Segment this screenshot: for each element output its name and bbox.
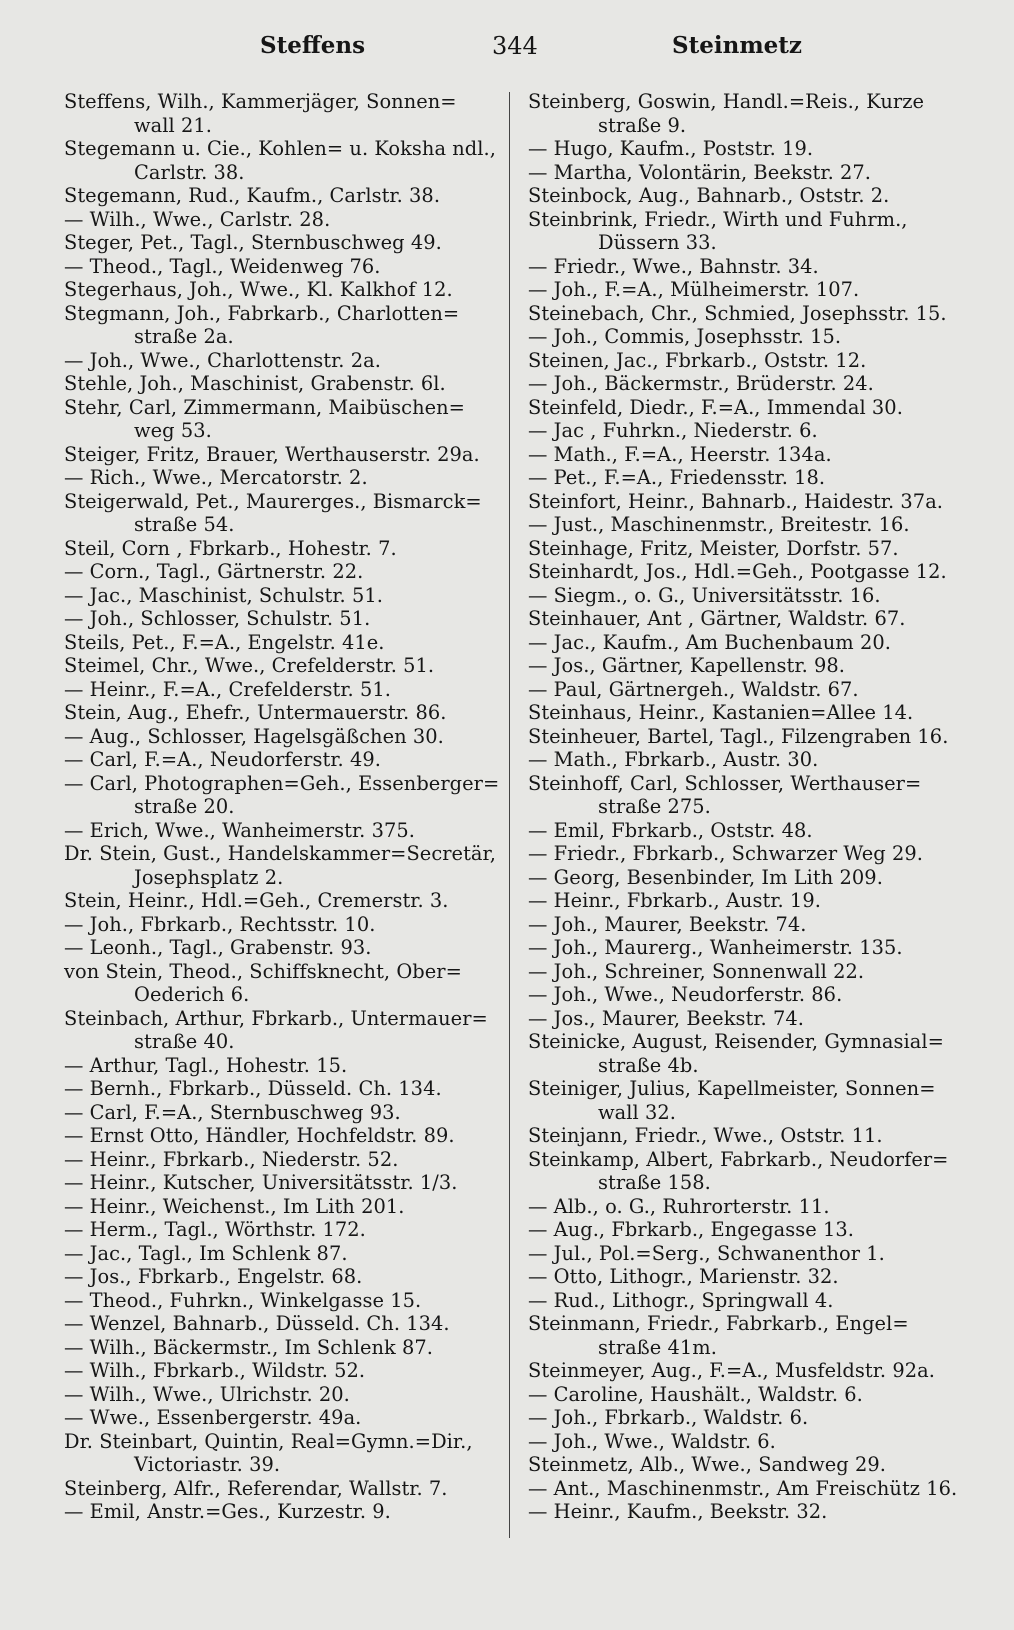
entry-continuation-line: Oederich 6. bbox=[134, 983, 250, 1006]
entry-continuation-line: Düssern 33. bbox=[598, 231, 717, 254]
directory-entry-line: Steil, Corn , Fbrkarb., Hohestr. 7. bbox=[64, 536, 397, 560]
right-column bbox=[528, 90, 968, 1524]
directory-entry-line: — Heinr., Fbrkarb., Austr. 19. bbox=[528, 889, 821, 912]
directory-entry-line: — Joh., Maurer, Beekstr. 74. bbox=[528, 912, 807, 936]
directory-entry-line: — Herm., Tagl., Wörthstr. 172. bbox=[64, 1218, 366, 1241]
directory-entry-line: Steinhauer, Ant , Gärtner, Waldstr. 67. bbox=[528, 607, 906, 630]
directory-entry-line: — Jul., Pol.=Serg., Schwanenthor 1. bbox=[528, 1241, 885, 1265]
directory-entry-line: — Friedr., Fbrkarb., Schwarzer Weg 29. bbox=[528, 842, 923, 865]
entry-continuation-line: weg 53. bbox=[134, 419, 212, 442]
directory-entry-line: — Wilh., Wwe., Carlstr. 28. bbox=[64, 207, 331, 231]
directory-entry-line: Steinebach, Chr., Schmied, Josephsstr. 15. bbox=[528, 301, 947, 325]
directory-entry-line: Steinhaus, Heinr., Kastanien=Allee 14. bbox=[528, 701, 914, 724]
directory-entry-line: — Ant., Maschinenmstr., Am Freischütz 16. bbox=[528, 1476, 958, 1500]
directory-entry-line: Stegemann u. Cie., Kohlen= u. Koksha ndl., bbox=[64, 137, 496, 160]
directory-entry-line: Steinhage, Fritz, Meister, Dorfstr. 57. bbox=[528, 536, 899, 560]
directory-entry-line: — Corn., Tagl., Gärtnerstr. 22. bbox=[64, 560, 364, 583]
directory-entry-line: Steinbrink, Friedr., Wirth und Fuhrm., bbox=[528, 207, 908, 231]
directory-entry-line: — Pet., F.=A., Friedensstr. 18. bbox=[528, 466, 826, 489]
column-divider bbox=[509, 92, 510, 1538]
directory-entry-line: — Arthur, Tagl., Hohestr. 15. bbox=[64, 1053, 348, 1077]
directory-entry-line: — Carl, F.=A., Sternbuschweg 93. bbox=[64, 1100, 401, 1124]
directory-entry-line: — Emil, Fbrkarb., Oststr. 48. bbox=[528, 818, 813, 842]
directory-entry-line: Stegmann, Joh., Fabrkarb., Charlotten= bbox=[64, 301, 460, 325]
directory-entry-line: Steinjann, Friedr., Wwe., Oststr. 11. bbox=[528, 1124, 883, 1147]
directory-entry-line: Steffens, Wilh., Kammerjäger, Sonnen= bbox=[64, 90, 457, 113]
directory-entry-line: — Carl, F.=A., Neudorferstr. 49. bbox=[64, 748, 381, 771]
directory-entry-line: Stegerhaus, Joh., Wwe., Kl. Kalkhof 12. bbox=[64, 278, 453, 301]
directory-entry-line: — Joh., Wwe., Neudorferstr. 86. bbox=[528, 983, 843, 1006]
page-header bbox=[0, 32, 1014, 72]
header-right-keyword: Steinmetz bbox=[672, 32, 802, 59]
directory-entry-line: Steinicke, August, Reisender, Gymnasial= bbox=[528, 1030, 944, 1053]
directory-entry-line: — Joh., Schreiner, Sonnenwall 22. bbox=[528, 959, 865, 983]
entry-continuation-line: straße 4b. bbox=[598, 1053, 699, 1077]
directory-entry-line: Steinen, Jac., Fbrkarb., Oststr. 12. bbox=[528, 348, 867, 372]
directory-entry-line: — Bernh., Fbrkarb., Düsseld. Ch. 134. bbox=[64, 1077, 442, 1100]
directory-entry-line: — Wenzel, Bahnarb., Düsseld. Ch. 134. bbox=[64, 1312, 450, 1335]
directory-entry-line: Steinberg, Goswin, Handl.=Reis., Kurze bbox=[528, 90, 924, 113]
directory-entry-line: — Hugo, Kaufm., Poststr. 19. bbox=[528, 137, 814, 160]
directory-entry-line: — Joh., Wwe., Waldstr. 6. bbox=[528, 1429, 776, 1453]
directory-entry-line: — Jac., Maschinist, Schulstr. 51. bbox=[64, 583, 383, 607]
directory-entry-line: Stehle, Joh., Maschinist, Grabenstr. 6l. bbox=[64, 372, 446, 395]
directory-entry-line: Dr. Stein, Gust., Handelskammer=Secretär, bbox=[64, 842, 496, 865]
entry-continuation-line: wall 32. bbox=[598, 1100, 676, 1124]
directory-entry-line: Steinheuer, Bartel, Tagl., Filzengraben 16. bbox=[528, 724, 949, 748]
directory-entry-line: Steinbach, Arthur, Fbrkarb., Untermauer= bbox=[64, 1006, 488, 1030]
directory-entry-line: — Jac., Kaufm., Am Buchenbaum 20. bbox=[528, 630, 891, 654]
directory-entry-line: — Erich, Wwe., Wanheimerstr. 375. bbox=[64, 818, 415, 842]
directory-entry-line: — Wwe., Essenbergerstr. 49a. bbox=[64, 1406, 362, 1429]
entry-continuation-line: wall 21. bbox=[134, 113, 212, 137]
directory-entry-line: — Heinr., Kaufm., Beekstr. 32. bbox=[528, 1500, 828, 1523]
directory-entry-line: — Leonh., Tagl., Grabenstr. 93. bbox=[64, 936, 372, 959]
directory-entry-line: — Just., Maschinenmstr., Breitestr. 16. bbox=[528, 513, 910, 536]
directory-entry-line: — Jac , Fuhrkn., Niederstr. 6. bbox=[528, 419, 818, 442]
entry-continuation-line: straße 41m. bbox=[598, 1335, 717, 1359]
entry-continuation-line: Josephsplatz 2. bbox=[134, 865, 284, 889]
directory-entry-line: — Math., F.=A., Heerstr. 134a. bbox=[528, 442, 832, 466]
directory-entry-line: — Joh., Bäckermstr., Brüderstr. 24. bbox=[528, 372, 874, 395]
entry-continuation-line: Carlstr. 38. bbox=[134, 160, 245, 184]
directory-entry-line: Steinhardt, Jos., Hdl.=Geh., Pootgasse 12. bbox=[528, 560, 947, 583]
entry-continuation-line: straße 2a. bbox=[134, 325, 234, 348]
directory-entry-line: — Paul, Gärtnergeh., Waldstr. 67. bbox=[528, 677, 859, 701]
directory-entry-line: — Joh., Schlosser, Schulstr. 51. bbox=[64, 607, 371, 630]
entry-continuation-line: straße 275. bbox=[598, 795, 711, 818]
entry-continuation-line: straße 158. bbox=[598, 1171, 711, 1194]
directory-entry-line: — Aug., Fbrkarb., Engegasse 13. bbox=[528, 1218, 855, 1241]
directory-entry-line: Steinfeld, Diedr., F.=A., Immendal 30. bbox=[528, 395, 903, 419]
directory-entry-line: — Joh., Commis, Josephsstr. 15. bbox=[528, 325, 842, 348]
entry-continuation-line: straße 54. bbox=[134, 513, 235, 536]
directory-entry-line: — Rud., Lithogr., Springwall 4. bbox=[528, 1288, 834, 1312]
directory-entry-line: — Emil, Anstr.=Ges., Kurzestr. 9. bbox=[64, 1500, 391, 1523]
directory-entry-line: — Ernst Otto, Händler, Hochfeldstr. 89. bbox=[64, 1124, 455, 1147]
directory-entry-line: Steinbock, Aug., Bahnarb., Oststr. 2. bbox=[528, 184, 890, 207]
directory-entry-line: — Wilh., Wwe., Ulrichstr. 20. bbox=[64, 1382, 350, 1406]
directory-entry-line: Stein, Heinr., Hdl.=Geh., Cremerstr. 3. bbox=[64, 889, 449, 912]
directory-entry-line: — Heinr., F.=A., Crefelderstr. 51. bbox=[64, 677, 391, 701]
left-column bbox=[64, 90, 500, 1524]
directory-entry-line: Steinhoff, Carl, Schlosser, Werthauser= bbox=[528, 771, 922, 795]
directory-entry-line: — Joh., Fbrkarb., Waldstr. 6. bbox=[528, 1406, 809, 1429]
directory-entry-line: — Martha, Volontärin, Beekstr. 27. bbox=[528, 160, 872, 184]
directory-entry-line: Steigerwald, Pet., Maurerges., Bismarck= bbox=[64, 489, 482, 513]
directory-entry-line: — Joh., Fbrkarb., Rechtsstr. 10. bbox=[64, 912, 376, 936]
directory-entry-line: Steils, Pet., F.=A., Engelstr. 41e. bbox=[64, 630, 385, 654]
directory-entry-line: Steinmeyer, Aug., F.=A., Musfeldstr. 92a. bbox=[528, 1359, 935, 1382]
directory-entry-line: Steinmann, Friedr., Fabrkarb., Engel= bbox=[528, 1312, 909, 1335]
entry-continuation-line: straße 9. bbox=[598, 113, 687, 137]
directory-entry-line: — Siegm., o. G., Universitätsstr. 16. bbox=[528, 583, 881, 607]
header-left-keyword: Steffens bbox=[260, 32, 366, 59]
entry-continuation-line: straße 40. bbox=[134, 1030, 235, 1053]
directory-entry-line: Steimel, Chr., Wwe., Crefelderstr. 51. bbox=[64, 654, 435, 677]
directory-entry-line: Stehr, Carl, Zimmermann, Maibüschen= bbox=[64, 395, 465, 419]
directory-entry-line: — Heinr., Kutscher, Universitätsstr. 1/3. bbox=[64, 1171, 458, 1194]
directory-entry-line: — Joh., F.=A., Mülheimerstr. 107. bbox=[528, 278, 860, 301]
directory-entry-line: — Theod., Fuhrkn., Winkelgasse 15. bbox=[64, 1288, 422, 1312]
directory-entry-line: — Wilh., Fbrkarb., Wildstr. 52. bbox=[64, 1359, 366, 1382]
entry-continuation-line: Victoriastr. 39. bbox=[134, 1453, 281, 1476]
directory-entry-line: Steiger, Fritz, Brauer, Werthauserstr. 29a. bbox=[64, 442, 480, 466]
directory-entry-line: Steinfort, Heinr., Bahnarb., Haidestr. 37a. bbox=[528, 489, 944, 513]
page-number: 344 bbox=[492, 32, 538, 60]
directory-entry-line: — Jac., Tagl., Im Schlenk 87. bbox=[64, 1241, 348, 1265]
directory-entry-line: — Jos., Maurer, Beekstr. 74. bbox=[528, 1006, 804, 1030]
directory-entry-line: — Joh., Wwe., Charlottenstr. 2a. bbox=[64, 348, 381, 372]
entry-continuation-line: straße 20. bbox=[134, 795, 235, 818]
directory-entry-line: — Joh., Maurerg., Wanheimerstr. 135. bbox=[528, 936, 903, 959]
directory-entry-line: von Stein, Theod., Schiffsknecht, Ober= bbox=[64, 959, 462, 983]
directory-entry-line: — Jos., Gärtner, Kapellenstr. 98. bbox=[528, 654, 845, 677]
directory-entry-line: Steinmetz, Alb., Wwe., Sandweg 29. bbox=[528, 1453, 886, 1476]
directory-entry-line: Steger, Pet., Tagl., Sternbuschweg 49. bbox=[64, 231, 442, 254]
directory-entry-line: — Theod., Tagl., Weidenweg 76. bbox=[64, 254, 381, 278]
directory-entry-line: — Heinr., Fbrkarb., Niederstr. 52. bbox=[64, 1147, 399, 1171]
directory-entry-line: — Caroline, Haushält., Waldstr. 6. bbox=[528, 1382, 863, 1406]
directory-entry-line: — Alb., o. G., Ruhrorterstr. 11. bbox=[528, 1194, 830, 1218]
directory-entry-line: — Rich., Wwe., Mercatorstr. 2. bbox=[64, 466, 368, 489]
directory-entry-line: — Carl, Photographen=Geh., Essenberger= bbox=[64, 771, 500, 795]
directory-entry-line: — Math., Fbrkarb., Austr. 30. bbox=[528, 748, 819, 771]
directory-entry-line: — Aug., Schlosser, Hagelsgäßchen 30. bbox=[64, 724, 444, 748]
directory-entry-line: Dr. Steinbart, Quintin, Real=Gymn.=Dir., bbox=[64, 1429, 473, 1453]
directory-entry-line: — Wilh., Bäckermstr., Im Schlenk 87. bbox=[64, 1335, 434, 1359]
directory-entry-line: Stein, Aug., Ehefr., Untermauerstr. 86. bbox=[64, 701, 447, 724]
directory-entry-line: Stegemann, Rud., Kaufm., Carlstr. 38. bbox=[64, 184, 441, 207]
directory-entry-line: — Jos., Fbrkarb., Engelstr. 68. bbox=[64, 1265, 363, 1288]
directory-entry-line: — Friedr., Wwe., Bahnstr. 34. bbox=[528, 254, 819, 278]
directory-entry-line: — Otto, Lithogr., Marienstr. 32. bbox=[528, 1265, 839, 1288]
directory-entry-line: Steiniger, Julius, Kapellmeister, Sonnen= bbox=[528, 1077, 936, 1100]
directory-entry-line: — Georg, Besenbinder, Im Lith 209. bbox=[528, 865, 883, 889]
directory-entry-line: — Heinr., Weichenst., Im Lith 201. bbox=[64, 1194, 405, 1218]
directory-entry-line: Steinberg, Alfr., Referendar, Wallstr. 7. bbox=[64, 1476, 448, 1500]
directory-entry-line: Steinkamp, Albert, Fabrkarb., Neudorfer= bbox=[528, 1147, 949, 1171]
